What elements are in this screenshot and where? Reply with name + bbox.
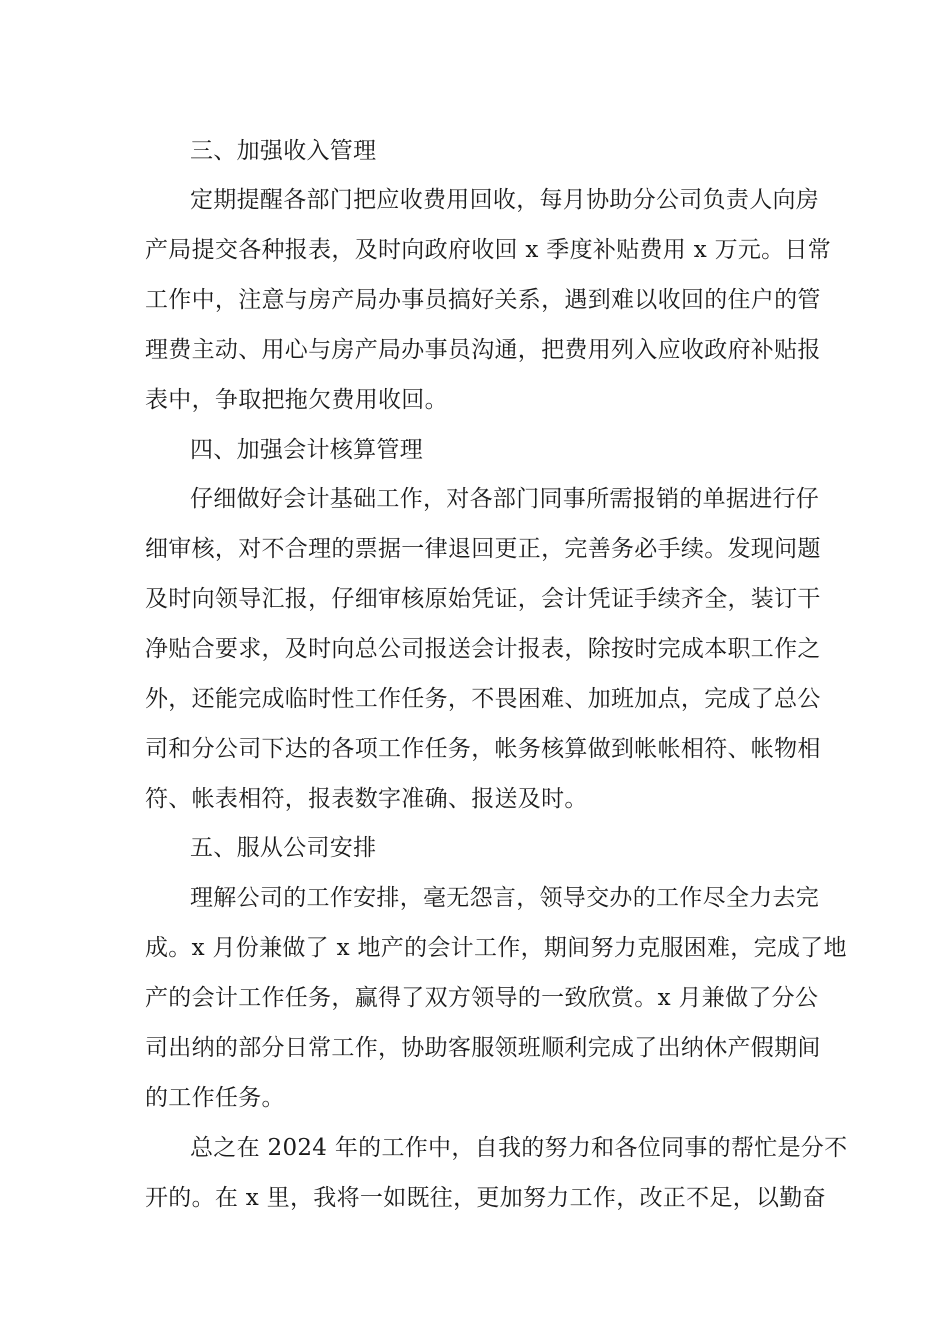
paragraph-line: 理费主动、用心与房产局办事员沟通，把费用列入应收政府补贴报	[145, 337, 821, 363]
paragraph-line: 表中，争取把拖欠费用收回。	[145, 387, 448, 413]
paragraph-line: 总之在 2024 年的工作中，自我的努力和各位同事的帮忙是分不	[190, 1135, 848, 1161]
paragraph-line: 定期提醒各部门把应收费用回收，每月协助分公司负责人向房	[190, 187, 820, 213]
section-heading-arrangement: 五、服从公司安排	[190, 835, 377, 861]
paragraph-line: 及时向领导汇报，仔细审核原始凭证，会计凭证手续齐全，装订干	[145, 586, 821, 612]
paragraph-line: 外，还能完成临时性工作任务，不畏困难、加班加点，完成了总公	[145, 686, 821, 712]
paragraph-line: 理解公司的工作安排，毫无怨言，领导交办的工作尽全力去完	[190, 885, 820, 911]
section-heading-income: 三、加强收入管理	[190, 138, 377, 164]
paragraph-line: 净贴合要求，及时向总公司报送会计报表，除按时完成本职工作之	[145, 636, 821, 662]
paragraph-line: 产局提交各种报表，及时向政府收回 x 季度补贴费用 x 万元。日常	[145, 237, 832, 263]
paragraph-line: 司和分公司下达的各项工作任务，帐务核算做到帐帐相符、帐物相	[145, 736, 821, 762]
paragraph-line: 开的。在 x 里，我将一如既往，更加努力工作，改正不足，以勤奋	[145, 1185, 826, 1211]
paragraph-line: 成。x 月份兼做了 x 地产的会计工作，期间努力克服困难，完成了地	[145, 935, 847, 961]
paragraph-line: 司出纳的部分日常工作，协助客服领班顺利完成了出纳休产假期间	[145, 1035, 821, 1061]
paragraph-line: 的工作任务。	[145, 1085, 285, 1111]
section-heading-accounting: 四、加强会计核算管理	[190, 437, 423, 463]
paragraph-line: 细审核，对不合理的票据一律退回更正，完善务必手续。发现问题	[145, 536, 821, 562]
paragraph-line: 产的会计工作任务，赢得了双方领导的一致欣赏。x 月兼做了分公	[145, 985, 819, 1011]
paragraph-line: 符、帐表相符，报表数字准确、报送及时。	[145, 786, 588, 812]
paragraph-line: 工作中，注意与房产局办事员搞好关系，遇到难以收回的住户的管	[145, 287, 821, 313]
paragraph-line: 仔细做好会计基础工作，对各部门同事所需报销的单据进行仔	[190, 486, 820, 512]
